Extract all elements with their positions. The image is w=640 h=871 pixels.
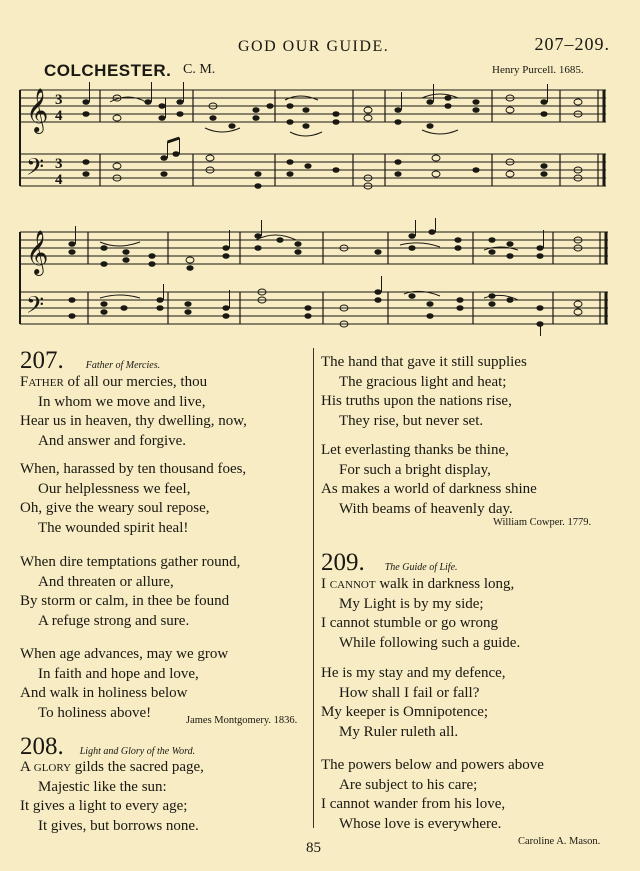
hymn-207 [20, 348, 160, 373]
hymn-number: 208. [20, 733, 64, 760]
hymn-208-stanza-2 [321, 353, 527, 431]
verse-line: When age advances, may we grow [20, 646, 229, 662]
svg-text:4: 4 [55, 108, 63, 124]
verse-line: Let everlasting thanks be thine, [321, 442, 509, 458]
tune-name: COLCHESTER. [44, 61, 172, 80]
verse-line: The gracious light and heat; [339, 373, 507, 390]
verse-line: As makes a world of darkness shine [321, 481, 537, 497]
hymn-209-stanza-1: I cannot walk in darkness long, My Light is by my side; I cannot stumble or go wrong While following such a guide. [321, 575, 520, 653]
verse-line: My Ruler ruleth all. [339, 723, 459, 740]
verse-line: I cannot wander from his love, [321, 796, 506, 812]
verse-line: I cannot stumble or go wrong [321, 615, 499, 631]
hymn-title: The Guide of Life. [384, 562, 458, 573]
hymn-208 [20, 734, 195, 759]
hymn-207-stanza-2 [20, 460, 246, 538]
verse-line: When, harassed by ten thousand foes, [20, 461, 247, 477]
verse-line: The hand that gave it still supplies [321, 354, 527, 370]
hymn-209-author: Caroline A. Mason. [518, 836, 601, 847]
system-2-bass-staff [20, 292, 608, 324]
page-header-title: GOD OUR GUIDE. [238, 38, 390, 55]
verse-line: Are subject to his care; [339, 776, 478, 793]
first-word: Father [20, 374, 64, 390]
verse-line: Hear us in heaven, thy dwelling, now, [20, 413, 247, 429]
hymn-209-stanza-2 [321, 664, 506, 742]
svg-text:3: 3 [55, 156, 63, 172]
sheet-music [0, 80, 640, 342]
column-divider [313, 348, 314, 828]
verse-line: The powers below and powers above [321, 757, 544, 773]
hymn-208-stanza-1: A glory gilds the sacred page, Majestic like the sun: It gives a light to every age; It gives, but borrows none. [20, 758, 204, 836]
hymn-207-stanza-3 [20, 553, 240, 631]
system-1-bass-staff [20, 154, 606, 186]
hymn-number-range: 207–209. [534, 34, 610, 54]
hymn-209 [321, 550, 458, 575]
verse-line: When dire temptations gather round, [20, 554, 241, 570]
verse-line: It gives a light to every age; [20, 798, 188, 814]
verse-line: For such a bright display, [339, 461, 491, 478]
system-2-treble-staff [20, 232, 608, 264]
hymn-209-stanza-3 [321, 756, 544, 834]
verse-line: My keeper is Omnipotence; [321, 704, 489, 720]
hymn-title: Light and Glory of the Word. [79, 746, 196, 757]
verse-line: How shall I fail or fall? [339, 684, 480, 701]
verse-line: And answer and forgive. [38, 432, 187, 449]
verse-line: Our helplessness we feel, [38, 480, 191, 497]
verse-line: With beams of heavenly day. [339, 500, 513, 517]
verse-line: Whose love is everywhere. [339, 815, 502, 832]
first-word: I cannot [321, 576, 376, 592]
verse-line: Oh, give the weary soul repose, [20, 500, 210, 516]
hymn-title: Father of Mercies. [85, 360, 161, 371]
verse-line: And threaten or allure, [38, 573, 174, 590]
hymn-208-stanza-3 [321, 441, 537, 519]
svg-text:4: 4 [55, 172, 63, 188]
verse-line: By storm or calm, in thee be found [20, 593, 230, 609]
verse-line: His truths upon the nations rise, [321, 393, 512, 409]
system-1-treble-staff [20, 90, 606, 122]
first-word: A glory [20, 759, 72, 775]
tune-meter: C. M. [183, 62, 216, 77]
treble-clef-icon: 𝄞 [26, 230, 49, 274]
bass-clef-icon: 𝄢 [26, 291, 45, 324]
bass-clef-icon: 𝄢 [26, 153, 45, 186]
svg-text:3: 3 [55, 92, 63, 108]
verse-line: Majestic like the sun: [38, 778, 167, 795]
verse-line: To holiness above! [38, 704, 152, 721]
verse-line: It gives, but borrows none. [38, 817, 199, 834]
hymn-number: 209. [321, 549, 365, 576]
verse-line: A refuge strong and sure. [38, 612, 190, 629]
hymn-number: 207. [20, 347, 64, 374]
tune-composer: Henry Purcell. 1685. [492, 64, 584, 76]
verse-line: In faith and hope and love, [38, 665, 199, 682]
page-number: 85 [306, 840, 321, 856]
verse-line: The wounded spirit heal! [38, 519, 189, 536]
treble-clef-icon: 𝄞 [26, 88, 49, 132]
hymn-207-stanza-4 [20, 645, 228, 723]
verse-line: And walk in holiness below [20, 685, 188, 701]
verse-line: He is my stay and my defence, [321, 665, 506, 681]
verse-line: They rise, but never set. [339, 412, 484, 429]
hymn-207-author: James Montgomery. 1836. [186, 715, 298, 726]
verse-line: While following such a guide. [339, 634, 521, 651]
verse-line: My Light is by my side; [339, 595, 484, 612]
verse-line: In whom we move and live, [38, 393, 206, 410]
hymn-207-stanza-1: Father of all our mercies, thou In whom we move and live, Hear us in heaven, thy dwelling, now, And answer and forgive. [20, 373, 247, 451]
hymn-208-author: William Cowper. 1779. [493, 517, 592, 528]
